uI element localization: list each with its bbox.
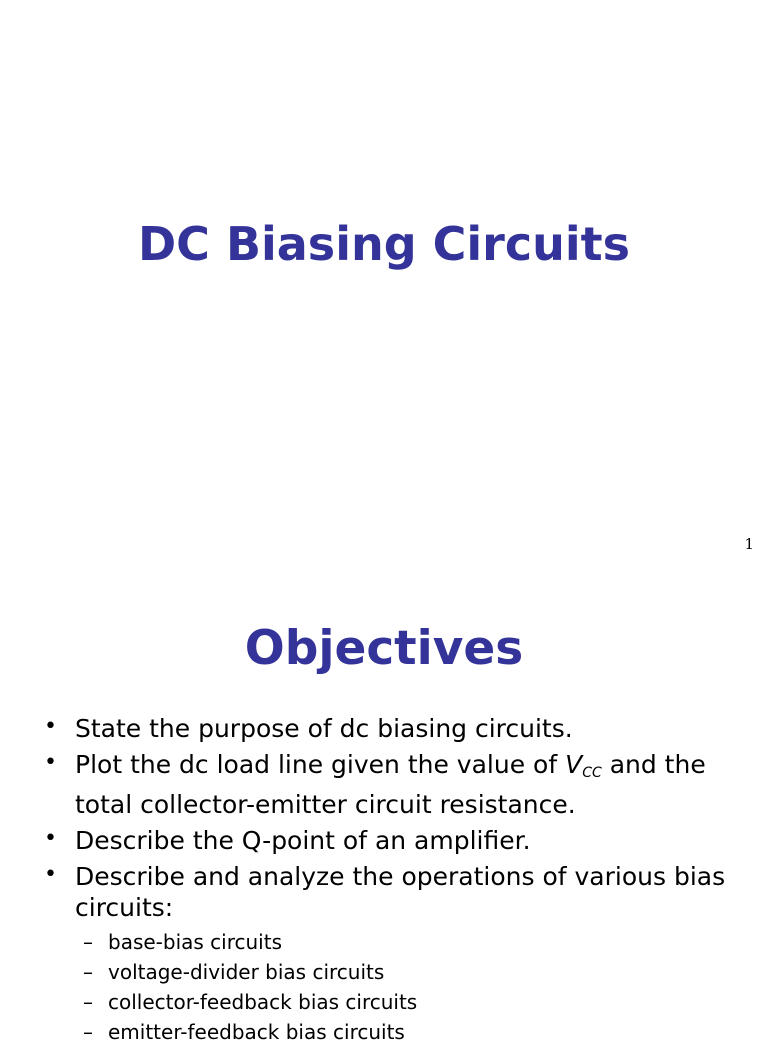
list-item (0, 825, 768, 856)
bullet-icon: • (44, 714, 57, 739)
objectives-title: Objectives (244, 621, 524, 676)
slide-2 (0, 576, 768, 1044)
sub-item-text: base-bias circuits (108, 930, 283, 954)
slide-title: DC Biasing Circuits (137, 217, 631, 271)
bullet-icon: • (44, 862, 57, 887)
dash-icon: – (83, 960, 93, 984)
vcc-symbol: V (565, 750, 583, 779)
bullet-icon: • (44, 750, 57, 775)
bullet-text: Plot the dc load line given the value of (75, 750, 566, 779)
page-number: 1 (744, 535, 754, 553)
sub-list-item (75, 987, 728, 1017)
list-item (0, 749, 768, 820)
vcc-subscript: CC (582, 765, 602, 781)
bullet-text: State the purpose of dc biasing circuits. (75, 714, 573, 743)
sub-list-item (75, 927, 728, 957)
sub-list-item (75, 1017, 728, 1047)
objectives-list (0, 713, 768, 1052)
sub-item-text: collector-feedback bias circuits (108, 990, 418, 1014)
sub-list (75, 927, 728, 1047)
bullet-text-continued: and the total collector-emitter circuit resistance. (75, 750, 706, 819)
dash-icon: – (83, 930, 93, 954)
dash-icon: – (83, 990, 93, 1014)
sub-item-text: voltage-divider bias circuits (108, 960, 385, 984)
sub-item-text: emitter-feedback bias circuits (108, 1020, 405, 1044)
list-item (0, 713, 768, 744)
bullet-text: Describe and analyze the operations of various bias circuits: (75, 862, 726, 922)
bullet-text: Describe the Q-point of an amplifier. (75, 826, 531, 855)
sub-list-item (75, 957, 728, 987)
bullet-icon: • (44, 826, 57, 851)
dash-icon: – (83, 1020, 93, 1044)
list-item (0, 861, 768, 1047)
